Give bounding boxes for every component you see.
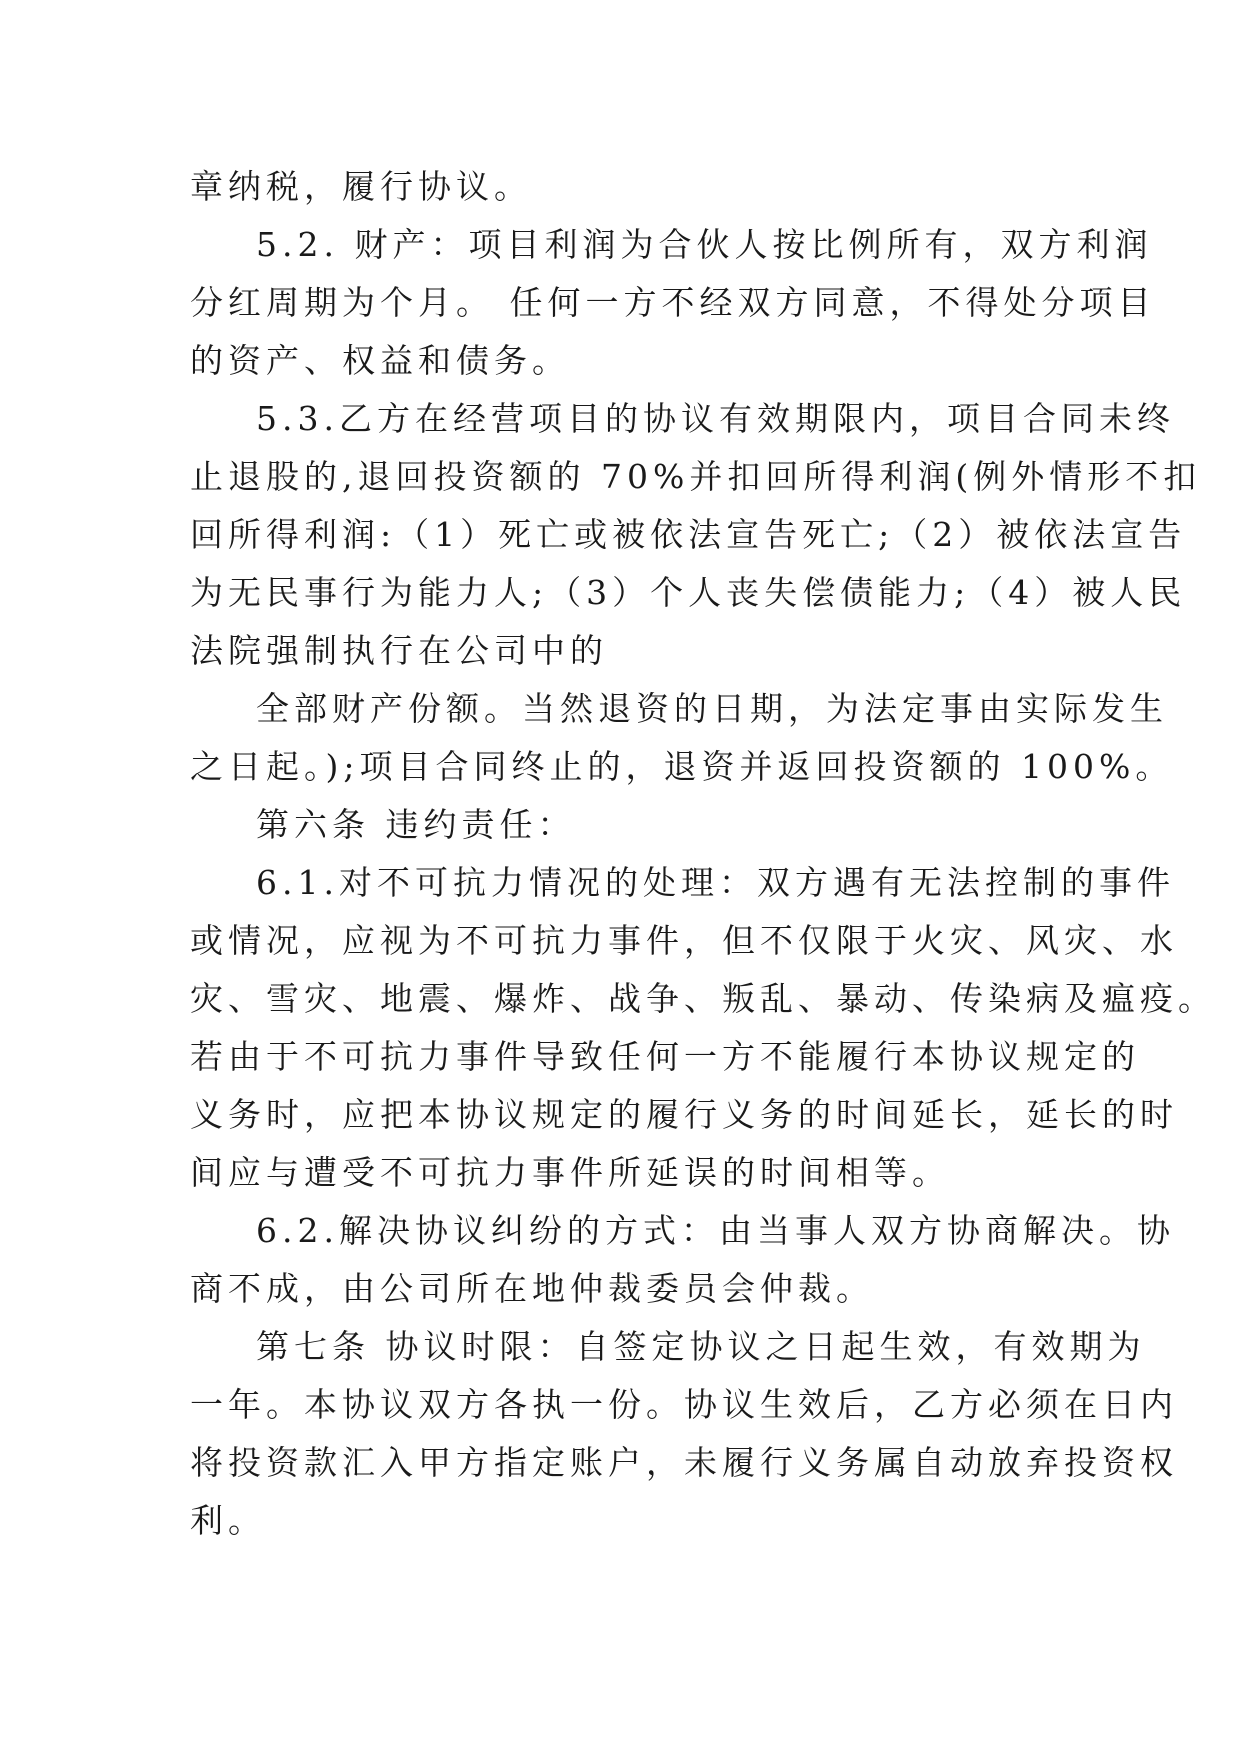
body-text-line: 灾、雪灾、地震、爆炸、战争、叛乱、暴动、传染病及瘟疫。 bbox=[190, 979, 1216, 1018]
body-text-line: 将投资款汇入甲方指定账户，未履行义务属自动放弃投资权 bbox=[190, 1443, 1178, 1482]
body-text-line: 之日起。);项目合同终止的，退资并返回投资额的 100%。 bbox=[190, 747, 1174, 786]
document-body bbox=[190, 158, 1216, 1550]
body-text-line: 的资产、权益和债务。 bbox=[190, 341, 570, 380]
body-text-line: 利。 bbox=[190, 1501, 266, 1540]
body-text-line: 回所得利润:（1）死亡或被依法宣告死亡;（2）被依法宣告 bbox=[190, 515, 1187, 554]
body-text-line: 或情况，应视为不可抗力事件，但不仅限于火灾、风灾、水 bbox=[190, 921, 1178, 960]
body-text-line: 全部财产份额。当然退资的日期，为法定事由实际发生 bbox=[256, 689, 1168, 728]
body-text-line: 义务时，应把本协议规定的履行义务的时间延长，延长的时 bbox=[190, 1095, 1178, 1134]
body-text-line: 商不成，由公司所在地仲裁委员会仲裁。 bbox=[190, 1269, 874, 1308]
body-text-line: 章纳税，履行协议。 bbox=[190, 167, 532, 206]
article-7-heading-line: 第七条 协议时限：自签定协议之日起生效，有效期为 bbox=[256, 1327, 1146, 1366]
body-text-line: 分红周期为个月。 任何一方不经双方同意，不得处分项目 bbox=[190, 283, 1156, 322]
clause-6-2-heading-line: 6.2.解决协议纠纷的方式：由当事人双方协商解决。协 bbox=[256, 1211, 1175, 1250]
body-text-line: 一年。本协议双方各执一份。协议生效后，乙方必须在日内 bbox=[190, 1385, 1178, 1424]
clause-6-1-heading-line: 6.1.对不可抗力情况的处理：双方遇有无法控制的事件 bbox=[256, 863, 1175, 902]
body-text-line: 法院强制执行在公司中的 bbox=[190, 631, 608, 670]
clause-5-2-heading-line: 5.2. 财产：项目利润为合伙人按比例所有，双方利润 bbox=[256, 225, 1153, 264]
body-text-line: 止退股的,退回投资额的 70%并扣回所得利润(例外情形不扣 bbox=[190, 457, 1202, 496]
clause-5-3-heading-line: 5.3.乙方在经营项目的协议有效期限内，项目合同未终 bbox=[256, 399, 1175, 438]
body-text-line: 为无民事行为能力人;（3）个人丧失偿债能力;（4）被人民 bbox=[190, 573, 1187, 612]
body-text-line: 间应与遭受不可抗力事件所延误的时间相等。 bbox=[190, 1153, 950, 1192]
body-text-line: 若由于不可抗力事件导致任何一方不能履行本协议规定的 bbox=[190, 1037, 1140, 1076]
article-6-heading: 第六条 违约责任： bbox=[256, 805, 576, 844]
